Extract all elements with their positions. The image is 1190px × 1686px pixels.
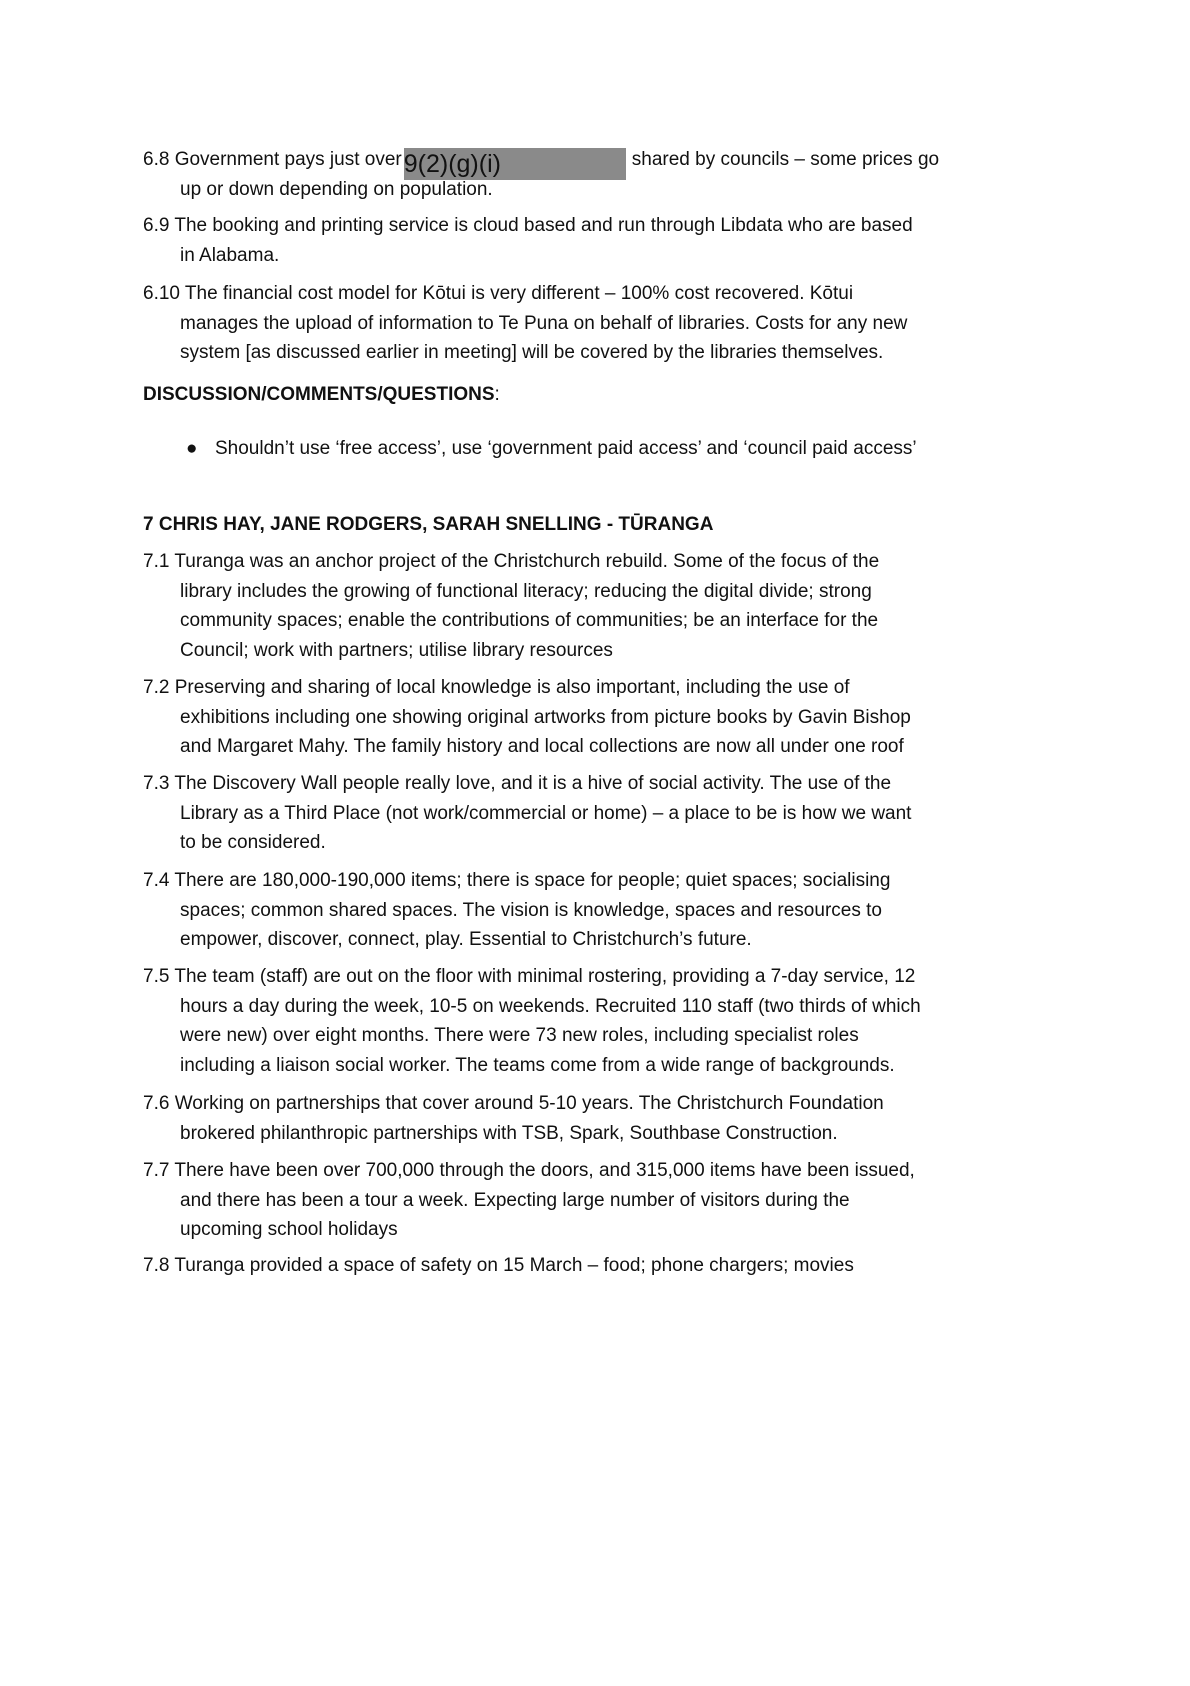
item-line: 7.2 Preserving and sharing of local knowledge is also important, including the use of (143, 677, 850, 698)
item-line: in Alabama. (180, 244, 280, 266)
item-line: 7.6 Working on partnerships that cover around 5-10 years. The Christchurch Foundation (143, 1093, 884, 1114)
item-line: and Margaret Mahy. The family history and local collections are now all under one roof (180, 736, 904, 757)
item-7-1 (143, 547, 879, 665)
redaction-box: 9(2)(g)(i) (404, 148, 626, 180)
item-line: 7.5 The team (staff) are out on the floor with minimal rostering, providing a 7-day service, 12 (143, 966, 916, 987)
item-line: 7.1 Turanga was an anchor project of the Christchurch rebuild. Some of the focus of the (143, 551, 880, 572)
item-line: including a liaison social worker. The teams come from a wide range of backgrounds. (180, 1054, 895, 1076)
item-line: system [as discussed earlier in meeting] will be covered by the libraries themselves. (180, 342, 884, 363)
item-line: 7.8 Turanga provided a space of safety on 15 March – food; phone chargers; movies (143, 1255, 854, 1276)
item-line: 6.9 The booking and printing service is cloud based and run through Libdata who are based (143, 215, 913, 236)
heading-text: 7 CHRIS HAY, JANE RODGERS, SARAH SNELLING - TŪRANGA (143, 514, 714, 535)
item-7-2 (143, 673, 911, 762)
item-7-8 (143, 1251, 854, 1281)
bullet-text: Shouldn’t use ‘free access’, use ‘government paid access’ and ‘council paid access’ (215, 438, 917, 459)
item-line: empower, discover, connect, play. Essential to Christchurch’s future. (180, 929, 752, 950)
item-6-8 (143, 145, 939, 204)
item-line: 7.7 There have been over 700,000 through the doors, and 315,000 items have been issued, (143, 1160, 915, 1181)
item-line: and there has been a tour a week. Expecting large number of visitors during the (180, 1189, 850, 1211)
item-line: exhibitions including one showing original artworks from picture books by Gavin Bishop (180, 706, 911, 728)
item-line: were new) over eight months. There were 73 new roles, including specialist roles (180, 1025, 859, 1046)
item-line: up or down depending on population. (180, 178, 493, 200)
item-line: Council; work with partners; utilise library resources (180, 639, 613, 661)
item-line: manages the upload of information to Te Puna on behalf of libraries. Costs for any new (180, 312, 908, 334)
item-6-9 (143, 211, 913, 270)
bullet-item (143, 434, 1143, 464)
heading-colon: : (494, 384, 500, 405)
item-line: library includes the growing of functional literacy; reducing the digital divide; strong (180, 580, 872, 602)
item-7-7 (143, 1156, 915, 1245)
item-7-4 (143, 866, 890, 955)
item-line: brokered philanthropic partnerships with TSB, Spark, Southbase Construction. (180, 1122, 838, 1144)
item-line: 7.3 The Discovery Wall people really love, and it is a hive of social activity. The use of the (143, 773, 892, 794)
item-line: hours a day during the week, 10-5 on weekends. Recruited 110 staff (two thirds of which (180, 995, 921, 1017)
item-7-3 (143, 769, 911, 858)
discussion-heading (143, 380, 500, 410)
item-7-5 (143, 962, 921, 1080)
item-text: 6.8 Government pays just over (143, 149, 402, 170)
item-6-10 (143, 279, 907, 368)
item-line: spaces; common shared spaces. The vision is knowledge, spaces and resources to (180, 899, 882, 921)
item-line: community spaces; enable the contributions of communities; be an interface for the (180, 610, 879, 631)
item-line: 7.4 There are 180,000-190,000 items; there is space for people; quiet spaces; socialising (143, 870, 891, 891)
item-line: 6.10 The financial cost model for Kōtui is very different – 100% cost recovered. Kōtui (143, 283, 854, 304)
item-line: Library as a Third Place (not work/commercial or home) – a place to be is how we want (180, 802, 912, 824)
item-line: upcoming school holidays (180, 1219, 398, 1240)
item-line: to be considered. (180, 832, 326, 853)
section-7-heading (143, 510, 713, 540)
bullet-icon: ● (186, 438, 198, 459)
heading-text: DISCUSSION/COMMENTS/QUESTIONS (143, 384, 495, 405)
item-7-6 (143, 1089, 884, 1148)
item-text: shared by councils – some prices go (631, 149, 940, 170)
